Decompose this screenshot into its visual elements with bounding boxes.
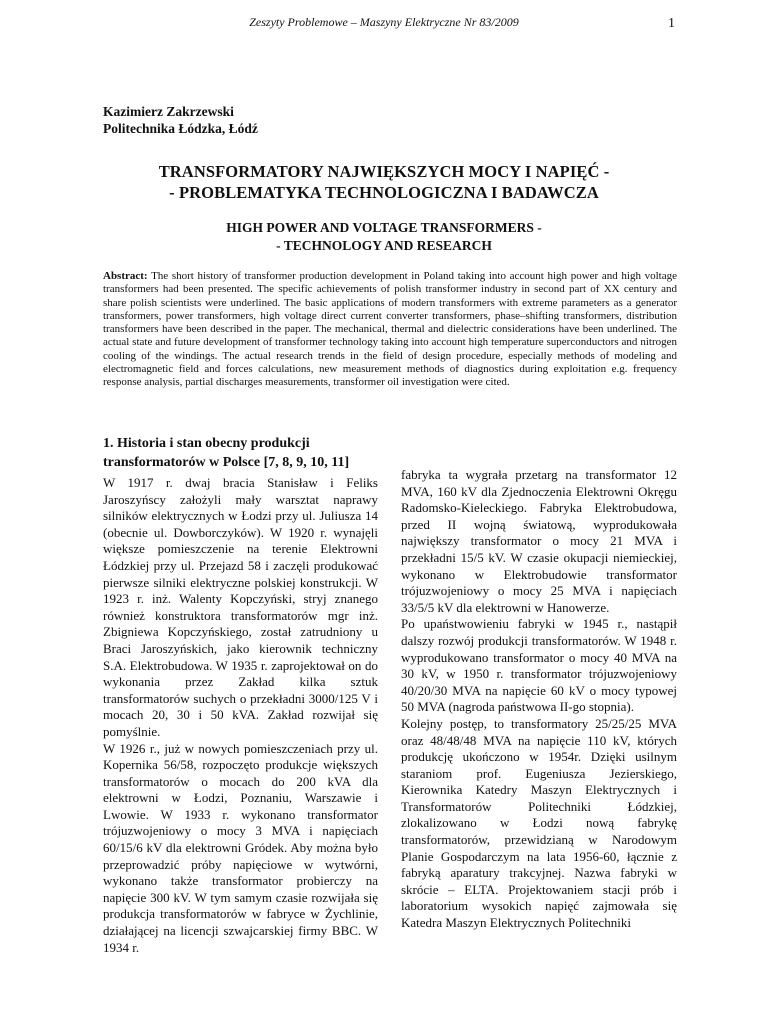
author-name: Kazimierz Zakrzewski	[103, 104, 234, 119]
paragraph: Kolejny postęp, to transformatory 25/25/25 MVA oraz 48/48/48 MVA na napięcie 110 kV, których produkcję ukończono w 1954r. Dzięki usilnym staraniom prof. Eugeniusza Jezierskiego, Kierownika Katedry Maszyn Elektrycznych i Transformatorów Politechniki Łódzkiej, zlokalizowano w Łodzi nową fabrykę transformatorów, przewidzianą w Narodowym Planie Gospodarczym na lata 1956-60, łącznie z fabryką aparatury trakcyjnej. Nazwa fabryki w skrócie – ELTA. Projektowaniem stacji prób i laboratorium wysokich napięć zajmowała się Katedra Maszyn Elektrycznych Politechniki	[401, 715, 677, 931]
author-affiliation: Politechnika Łódzka, Łódź	[103, 121, 258, 136]
abstract-label: Abstract:	[103, 270, 148, 282]
paragraph: fabryka ta wygrała przetarg na transformator 12 MVA, 160 kV dla Zjednoczenia Elektrowni Okręgu Radomsko-Kieleckiego. Fabryka Elektrobudowa, przed II wojną światową, wyprodukowała największy transformator o mocy 21 MVA i przekładni 15/5 kV. W czasie okupacji niemieckiej, wykonano w Elektrobudowie transformator trójuzwojeniowy o mocy 25 MVA i napięciach 33/5/5 kV dla elektrowni w Hanowerze.	[401, 467, 677, 615]
abstract	[103, 270, 677, 390]
title-english	[0, 219, 768, 255]
paragraph: W 1917 r. dwaj bracia Stanisław i Feliks Jaroszyńscy założyli mały warsztat naprawy silników elektrycznych w Łodzi przy ul. Juliusza 14 (obecnie ul. Dowborczyków). W 1920 r. wynajęli większe pomieszczenie na terenie Elektrowni Łódzkiej przy ul. Przejazd 58 i zaczęli produkować pierwsze silniki elektryczne polskiej konstrukcji. W 1923 r. inż. Walenty Kopczyński, stryj znanego również konstruktora transformatorów mgr inż. Zbigniewa Kopczyńskiego, został zatrudniony u Braci Jaroszyńskich, jako kierownik techniczny S.A. Elektrobudowa. W 1935 r. zaprojektował on do wykonania przez Zakład kilka sztuk transformatorów suchych o przekładni 3000/125 V i mocach 20, 30 i 50 kVA. Zakład rozwijał się pomyślnie.	[103, 475, 378, 739]
abstract-text: The short history of transformer production development in Poland taking into account high power and high voltage transformers had been presented. The specific achievements of polish transformer industry in second part of XX century and share polish scientists were underlined. The basic applications of modern transformers with extreme parameters as a generator transformers, power transformers, high voltage direct current converter transformers, phase–shifting transformers, distribution transformers have been described in the paper. The mechanical, thermal and dielectric considerations have been underlined. The actual state and future development of transformer technology taking into account high temperature superconductors and nitrogen cooling of the windings. The actual research trends in the field of design procedure, especially methods of modeling and electromagnetic field and forces calculations, new measurement methods of diagnostics during exploitation e.g. frequency response analysis, partial discharges measurements, transformer oil investigation were cited.	[103, 270, 677, 389]
author-block	[103, 103, 258, 137]
title-english-line2: - TECHNOLOGY AND RESEARCH	[276, 238, 492, 253]
paragraph: Po upaństwowieniu fabryki w 1945 r., nastąpił dalszy rozwój produkcji transformatorów. W 1948 r. wyprodukowano transformator o mocy 40 MVA na 30 kV, w 1950 r. transformator trójuzwojeniowy 40/20/30 MVA na napięcie 60 kV o mocy typowej 50 MVA (nagroda państwowa II-go stopnia).	[401, 616, 677, 715]
title-polish-line1: TRANSFORMATORY NAJWIĘKSZYCH MOCY I NAPIĘĆ -	[158, 162, 610, 181]
right-column	[401, 467, 677, 932]
title-english-line1: HIGH POWER AND VOLTAGE TRANSFORMERS -	[226, 220, 542, 235]
left-column	[103, 475, 378, 956]
title-polish-line2: - PROBLEMATYKA TECHNOLOGICZNA I BADAWCZA	[169, 183, 599, 202]
section-heading: 1. Historia i stan obecny produkcji transformatorów w Polsce [7, 8, 9, 10, 11]	[103, 436, 350, 470]
title-polish	[0, 161, 768, 203]
paragraph: W 1926 r., już w nowych pomieszczeniach przy ul. Kopernika 56/58, rozpoczęto produkcje większych transformatorów o mocach do 200 kVA dla elektrowni w Łodzi, Poznaniu, Warszawie i Lwowie. W 1933 r. wykonano transformator trójuzwojeniowy o mocy 3 MVA i napięciach 60/15/6 kV dla elektrowni Gródek. Aby można było przeprowadzić próby napięciowe w wytwórni, wykonano także transformator probierczy na napięcie 300 kV. W tym samym czasie rozwijała się produkcja transformatorów w fabryce w Żychlinie, działającej na licencji szwajcarskiej firmy BBC. W 1934 r.	[103, 740, 378, 955]
journal-header: Zeszyty Problemowe – Maszyny Elektryczne Nr 83/2009	[249, 15, 519, 29]
page-number: 1	[668, 16, 675, 31]
